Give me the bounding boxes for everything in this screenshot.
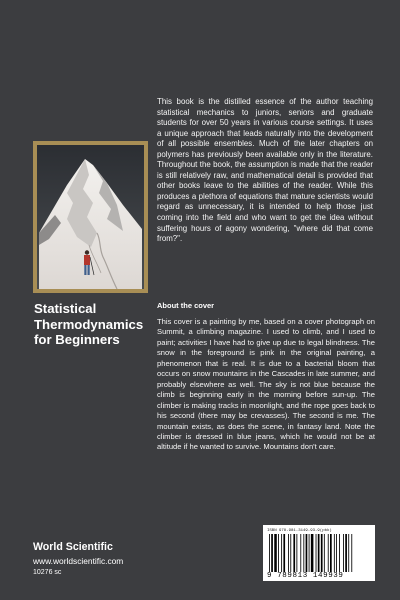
publisher-name: World Scientific: [33, 541, 113, 553]
back-cover-blurb: This book is the distilled essence of the author teaching statistical mechanics to juniors, seniors and graduate students for over 50 years in various course settings. It uses a unique approach that leads naturally into the development of all possible ensembles. Much of the later chapters on polymers has previously been available only in the literature. Throughout the book, the assumption is made that the reader is still relatively raw, and mathematical detail is provided that other books leave to the abilities of the reader. While this produces a plethora of equations that mature scientists would regard as unnecessary, it is intended to help those just coming into the field and who want to get the idea without suffering hours of agony wondering, "where did that come from?".: [157, 97, 373, 244]
title-line: Statistical: [34, 301, 97, 316]
title-line: Thermodynamics: [34, 316, 144, 332]
product-code: 10276 sc: [33, 569, 62, 576]
book-title: [34, 301, 164, 348]
barcode-icon: [267, 534, 371, 572]
cover-painting-frame: [33, 141, 148, 293]
about-cover-heading: About the cover: [157, 301, 215, 310]
isbn-label: ISBN 978-981-3149-93-9(pbk): [267, 529, 332, 533]
isbn-barcode: [263, 525, 375, 581]
barcode-digits: 9 789813 149939: [267, 572, 344, 580]
about-cover-text: This cover is a painting by me, based on a cover photograph on Summit, a climbing magazine. I used to climb, and I used to paint; activities I have had to give up due to legal blindness. The snow in the foreground is pink in the original painting, a phenomenon that is real. It is due to a bacterial bloom that occurs on snow mountains in the Cascades in late summer, and probably elsewhere as well. The sky is not blue because the climb is beginning early in the morning before sun-up. The climber is making tracks in moonlight, and the rope goes back to his second (there may be crevasses). The second is me. The mountain exists, as does the scene, in fantasy land. Note the climber is dressed in blue jeans, which he would not be at altitude if he wanted to survive. Mountains don't care.: [157, 317, 375, 452]
title-line: for Beginners: [34, 332, 120, 348]
mountain-climber-painting: [37, 145, 144, 289]
publisher-url: www.worldscientific.com: [33, 556, 124, 566]
